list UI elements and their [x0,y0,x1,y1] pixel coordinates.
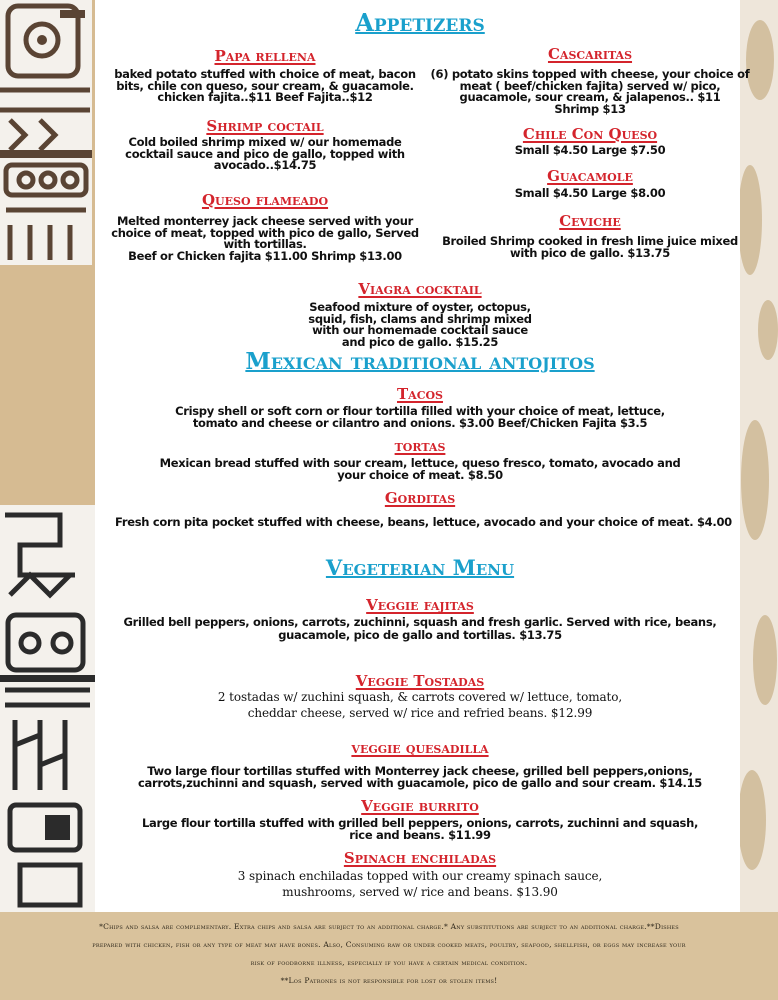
item-title-papa-rellena: Papa rellena [214,47,316,65]
item-title-veggie-fajitas: Veggie fajitas [366,596,474,614]
item-desc-tacos: Crispy shell or soft corn or flour tortilla filled with your choice of meat, lettuce, tomato and cheese or cilantro and onions. $3.00 Beef/Chicken Fajita $3.5 [175,404,665,430]
item-desc-gorditas: Fresh corn pita pocket stuffed with cheese, beans, lettuce, avocado and your choice of meat. $4.00 [115,515,732,529]
item-title-veggie-tostadas: Veggie Tostadas [355,672,485,690]
item-desc-chile-con-queso: Small $4.50 Large $7.50 [514,143,666,157]
item-title-veggie-burrito: Veggie burrito [361,797,479,815]
menu-page [95,0,750,915]
item-title-cascaritas: Cascaritas [547,45,633,63]
item-desc-papa-rellena: baked potato stuffed with choice of meat, bacon bits, chile con queso, sour cream, & guacamole. chicken fajita..$11 Beef Fajita..$12 [114,67,416,104]
footer-disclaimer [0,912,778,1000]
item-title-guacamole: Guacamole [547,167,633,185]
item-title-veggie-quesadilla: veggie quesadilla [351,739,489,757]
footer-line-2: prepared with chicken, fish or any type of meat may have bones. Also, Consuming raw or under cooked meats, poultry, seafood, shellfish, or eggs may increase your [92,940,686,949]
item-title-tacos: Tacos [397,385,443,403]
section-title-appetizers: Appetizers [355,8,485,37]
item-desc-viagra-cocktail: Seafood mixture of oyster, octopus, squid, fish, clams and shrimp mixed with our homemade cocktail sauce and pico de gallo. $15.25 [308,300,532,349]
item-title-tortas: tortas [394,437,446,455]
aztec-art-top [0,0,92,265]
item-title-shrimp-coctail: Shrimp coctail [206,117,324,135]
item-title-gorditas: Gorditas [384,489,456,507]
item-desc-spinach-enchiladas: 3 spinach enchiladas topped with our creamy spinach sauce, mushrooms, served w/ rice and beans. $13.90 [237,869,603,899]
item-title-ceviche: Ceviche [559,212,621,230]
section-title-antojitos: Mexican traditional antojitos [245,348,595,375]
item-desc-veggie-fajitas: Grilled bell peppers, onions, carrots, zuchinni, squash and fresh garlic. Served with rice, beans, guacamole, pico de gallo and tortillas. $13.75 [123,615,717,642]
item-desc-queso-flameado: Melted monterrey jack cheese served with your choice of meat, topped with pico de gallo, Served with tortillas. Beef or Chicken fajita $11.00 Shrimp $13.00 [111,214,419,263]
item-title-queso-flameado: Queso flameado [201,191,329,209]
item-title-viagra-cocktail: Viagra cocktail [358,280,482,298]
item-desc-guacamole: Small $4.50 Large $8.00 [514,186,666,200]
item-desc-ceviche: Broiled Shrimp cooked in fresh lime juice mixed with pico de gallo. $13.75 [442,234,738,260]
item-desc-shrimp-coctail: Cold boiled shrimp mixed w/ our homemade cocktail sauce and pico de gallo, topped with avocado..$14.75 [125,135,405,172]
item-title-chile-con-queso: Chile Con Queso [522,125,658,143]
item-title-spinach-enchiladas: Spinach enchiladas [343,849,497,867]
item-desc-veggie-tostadas: 2 tostadas w/ zuchini squash, & carrots covered w/ lettuce, tomato, cheddar cheese, served w/ rice and refried beans. $12.99 [217,690,623,720]
footer-line-1: *Chips and salsa are complementary. Extra chips and salsa are subject to an additional charge.* Any substitutions are subject to an additional charge.**Dishes [99,922,679,931]
right-decorative-band [740,0,778,915]
aztec-art-bottom [0,505,95,915]
footer-line-3: risk of foodborne illness, especially if you have a certain medical condition. [250,958,528,967]
footer-line-4: **Los Patrones is not responsible for lost or stolen items! [280,976,498,985]
item-desc-veggie-quesadilla: Two large flour tortillas stuffed with Monterrey jack cheese, grilled bell peppers,onions, carrots,zuchinni and squash, served with guacamole, pico de gallo and sour cream. $14.15 [137,764,703,790]
section-title-vegetarian: Vegeterian Menu [325,555,515,580]
item-desc-tortas: Mexican bread stuffed with sour cream, lettuce, queso fresco, tomato, avocado and your choice of meat. $8.50 [159,456,681,482]
item-desc-cascaritas: (6) potato skins topped with cheese, your choice of meat ( beef/chicken fajita) served w/ pico, guacamole, sour cream, & jalapenos.. $11 Shrimp $13 [430,67,750,116]
item-desc-veggie-burrito: Large flour tortilla stuffed with grilled bell peppers, onions, carrots, zuchinni and squash, rice and beans. $11.99 [141,816,699,842]
